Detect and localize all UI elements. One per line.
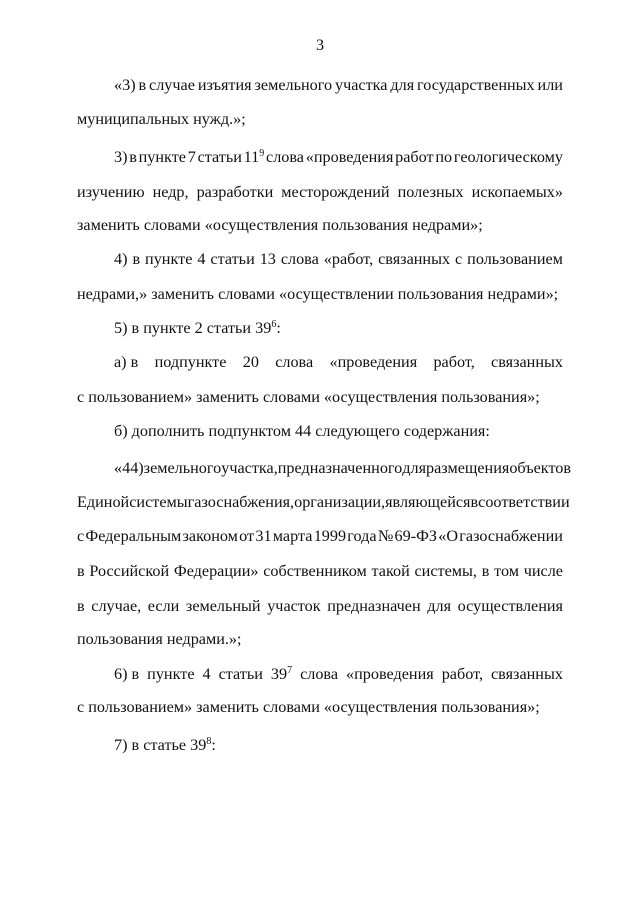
word: собственником (263, 562, 367, 580)
article-number: 11 (243, 148, 260, 166)
word: «работ, (323, 250, 374, 268)
word: такой (371, 562, 410, 580)
paragraph-9 (114, 735, 216, 758)
word: «проведения (305, 148, 394, 166)
text: : (276, 319, 281, 337)
word: земельный (185, 597, 261, 615)
word: «проведения (329, 353, 418, 371)
word (244, 147, 265, 170)
word: 4 (197, 250, 206, 268)
article-number: 39 (270, 665, 288, 683)
text: : (211, 736, 216, 754)
word: в (77, 597, 85, 615)
word: системы (129, 493, 188, 511)
word: Единой (77, 493, 130, 511)
word: объектов (509, 459, 572, 477)
word: в (132, 250, 141, 268)
word: для (402, 459, 427, 477)
paragraph-3-line-2: недрами,» заменить словами «осуществлении пользования недрами»; (77, 285, 559, 303)
word: организации, (294, 493, 386, 511)
word: изъятия (197, 76, 252, 94)
word: «44) (114, 459, 144, 477)
word: или (537, 76, 563, 94)
paragraph-5-line-2: с пользованием» заменить словами «осуществления пользования»; (77, 388, 540, 406)
word: в (77, 562, 85, 580)
word: геологическому (453, 148, 563, 166)
word (271, 664, 292, 687)
word: «3) (114, 76, 136, 94)
paragraph-1-line-2: муниципальных нужд.»; (77, 110, 246, 128)
word: 69-ФЗ (394, 527, 437, 545)
word: газоснабжении (459, 527, 563, 545)
word: недр, (152, 183, 189, 201)
word: земельного (254, 76, 333, 94)
word: изучению (77, 183, 145, 201)
paragraph-1-line-1 (114, 75, 563, 95)
word: а) в (114, 353, 139, 371)
word: участок (267, 597, 321, 615)
word: статьи (210, 250, 255, 268)
word: месторождений (281, 183, 390, 201)
word: с (77, 527, 85, 545)
word: «О (438, 527, 459, 545)
word: случае (149, 76, 195, 94)
word: законом (182, 527, 238, 545)
paragraph-2-line-3: заменить словами «осуществления пользования недрами»; (77, 216, 483, 234)
paragraph-2-line-2 (77, 182, 563, 202)
text: 5) в пункте 2 статьи 39 (114, 319, 272, 337)
word: Федеральным (85, 527, 182, 545)
superscript: 9 (259, 148, 265, 159)
word: статьи (218, 665, 263, 683)
word: слова (275, 353, 314, 371)
word: пункте (147, 665, 195, 683)
word: пункте (145, 250, 193, 268)
word: с (455, 250, 463, 268)
word: по (435, 148, 453, 166)
word: 3) (114, 148, 128, 166)
word: 1999 (313, 527, 347, 545)
word: числе (523, 562, 563, 580)
word: в (129, 148, 137, 166)
word: осуществления (457, 597, 563, 615)
word: системы, (414, 562, 477, 580)
word: участка, (221, 459, 278, 477)
word: для (390, 76, 415, 94)
superscript: 8 (206, 736, 212, 747)
word: разработки (196, 183, 274, 201)
paragraph-4 (114, 318, 281, 341)
word: работ, (441, 665, 483, 683)
word: Федерации» (173, 562, 259, 580)
word: 7 (187, 148, 196, 166)
word: статьи (197, 148, 242, 166)
word: 4 (202, 665, 211, 683)
paragraph-7-line-2 (77, 492, 570, 512)
text: 7) в статье 39 (114, 736, 207, 754)
word: случае, (91, 597, 142, 615)
word: земельного (143, 459, 222, 477)
word: марта (272, 527, 313, 545)
superscript: 6 (271, 319, 277, 330)
paragraph-7-line-4 (77, 561, 563, 581)
paragraph-2-line-1 (114, 147, 563, 170)
word: полезных (397, 183, 464, 201)
word: если (147, 597, 180, 615)
paragraph-6: б) дополнить подпунктом 44 следующего содержания: (114, 422, 490, 440)
word: пользованием (467, 250, 563, 268)
word: для (427, 597, 452, 615)
word: работ, (433, 353, 475, 371)
word: «проведения (346, 665, 434, 683)
paragraph-8-line-1 (114, 664, 563, 687)
word: 31 (255, 527, 272, 545)
word: являющейся (385, 493, 471, 511)
paragraph-7-line-6: пользования недрами.»; (77, 630, 242, 648)
word: в (470, 493, 479, 511)
paragraph-8-line-2: с пользованием» заменить словами «осуществления пользования»; (77, 698, 540, 716)
word: связанных (490, 665, 563, 683)
word: том (494, 562, 519, 580)
word: газоснабжения, (187, 493, 295, 511)
superscript: 7 (287, 665, 293, 676)
word: в (138, 76, 147, 94)
word: 13 (259, 250, 276, 268)
word: от (239, 527, 255, 545)
word: связанных (378, 250, 451, 268)
paragraph-7-line-5 (77, 596, 563, 616)
word: в (481, 562, 490, 580)
paragraph-3-line-1 (114, 249, 563, 269)
word: ископаемых» (471, 183, 563, 201)
word: № (377, 527, 394, 545)
paragraph-7-line-3 (77, 526, 563, 546)
word: года (347, 527, 377, 545)
word: слова (300, 665, 339, 683)
word: слова (266, 148, 304, 166)
word: 6) в (114, 665, 140, 683)
word: соответствии (478, 493, 570, 511)
paragraph-7-line-1 (114, 458, 572, 478)
word: слова (280, 250, 319, 268)
word: размещения (426, 459, 510, 477)
word: пункте (138, 148, 186, 166)
word: 4) (114, 250, 128, 268)
word: государственных (417, 76, 535, 94)
word: подпункте (154, 353, 227, 371)
word: 20 (242, 353, 259, 371)
paragraph-5-line-1 (114, 352, 563, 372)
word: работ (395, 148, 434, 166)
page-number: 3 (315, 36, 325, 54)
word: предназначен (327, 597, 421, 615)
word: участка (334, 76, 388, 94)
word: связанных (491, 353, 563, 371)
word: предназначенного (277, 459, 403, 477)
word: Российской (89, 562, 170, 580)
